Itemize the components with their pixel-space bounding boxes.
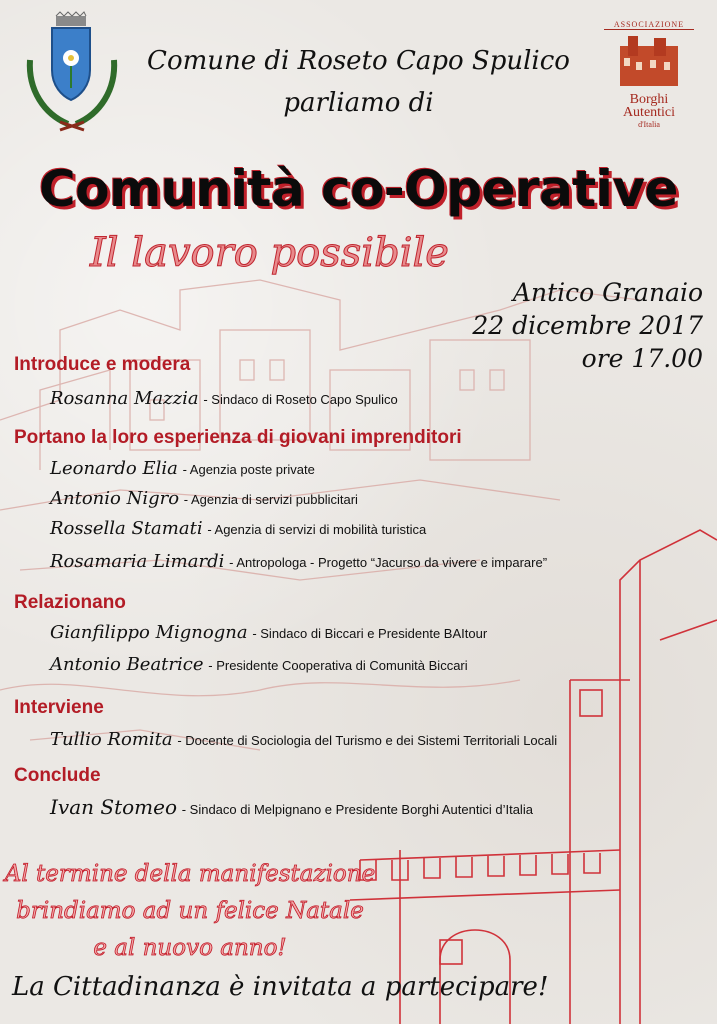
venue-place: Antico Granaio bbox=[512, 278, 703, 307]
speaker-entry bbox=[50, 654, 468, 675]
closing-line-3: e al nuovo anno! bbox=[93, 935, 287, 961]
speaker-role: - Sindaco di Roseto Capo Spulico bbox=[203, 392, 398, 407]
speaker-role: - Antropologa - Progetto “Jacurso da vivere e imparare” bbox=[229, 555, 548, 570]
speaker-entry bbox=[50, 729, 557, 750]
speaker-name: Rosanna Mazzia bbox=[50, 388, 199, 409]
speaker-role: - Docente di Sociologia del Turismo e dei Sistemi Territoriali Locali bbox=[177, 733, 558, 748]
closing-line-2: brindiamo ad un felice Natale bbox=[16, 898, 364, 924]
speaker-role: - Agenzia di servizi di mobilità turistica bbox=[207, 522, 427, 537]
speaker-entry bbox=[50, 388, 398, 409]
section-heading: Conclude bbox=[14, 765, 101, 786]
speaker-entry bbox=[50, 795, 533, 819]
speaker-role: - Sindaco di Biccari e Presidente BAItour bbox=[252, 626, 488, 641]
section-heading: Introduce e modera bbox=[14, 354, 191, 375]
borghi-autentici-logo bbox=[604, 20, 694, 140]
speaker-entry bbox=[50, 458, 315, 479]
speaker-entry bbox=[50, 622, 487, 643]
logo-top-text: ASSOCIAZIONE bbox=[604, 20, 694, 30]
speaker-name: Rosamaria Limardi bbox=[50, 551, 225, 572]
section-heading: Relazionano bbox=[14, 592, 126, 613]
venue-time: ore 17.00 bbox=[581, 344, 703, 373]
section-heading: Interviene bbox=[14, 697, 104, 718]
closing-line-1: Al termine della manifestazione bbox=[4, 861, 376, 887]
speaker-name: Gianfilippo Mignogna bbox=[50, 622, 248, 643]
subtitle: Il lavoro possibile bbox=[90, 230, 449, 276]
speaker-role: - Sindaco di Melpignano e Presidente Borghi Autentici d’Italia bbox=[181, 802, 533, 817]
invitation-text: La Cittadinanza è invitata a partecipare! bbox=[12, 972, 549, 1002]
logo-line3: d'Italia bbox=[638, 120, 660, 129]
logo-line2: Autentici bbox=[622, 105, 676, 120]
speaker-role: - Agenzia di servizi pubblicitari bbox=[183, 492, 358, 507]
header-line-2: parliamo di bbox=[283, 88, 434, 118]
speaker-name: Rossella Stamati bbox=[50, 518, 203, 539]
speaker-name: Antonio Nigro bbox=[50, 488, 180, 509]
logo-line1: Borghi bbox=[629, 92, 669, 107]
header-line-1: Comune di Roseto Capo Spulico bbox=[147, 46, 570, 76]
speaker-role: - Agenzia poste private bbox=[182, 462, 315, 477]
speaker-name: Tullio Romita bbox=[50, 729, 173, 750]
closing-message bbox=[0, 856, 380, 967]
tower-sketch-illustration bbox=[340, 520, 717, 1024]
main-title: Comunità co-Operative bbox=[39, 160, 678, 218]
speaker-name: Ivan Stomeo bbox=[50, 795, 177, 819]
venue-date: 22 dicembre 2017 bbox=[472, 311, 703, 340]
event-venue-block bbox=[472, 276, 703, 375]
section-heading: Portano la loro esperienza di giovani imprenditori bbox=[14, 427, 462, 448]
speaker-name: Antonio Beatrice bbox=[50, 654, 204, 675]
speaker-entry bbox=[50, 551, 547, 572]
speaker-entry bbox=[50, 518, 426, 539]
speaker-role: - Presidente Cooperativa di Comunità Biccari bbox=[208, 658, 468, 673]
speaker-entry bbox=[50, 488, 358, 509]
speaker-name: Leonardo Elia bbox=[50, 458, 178, 479]
